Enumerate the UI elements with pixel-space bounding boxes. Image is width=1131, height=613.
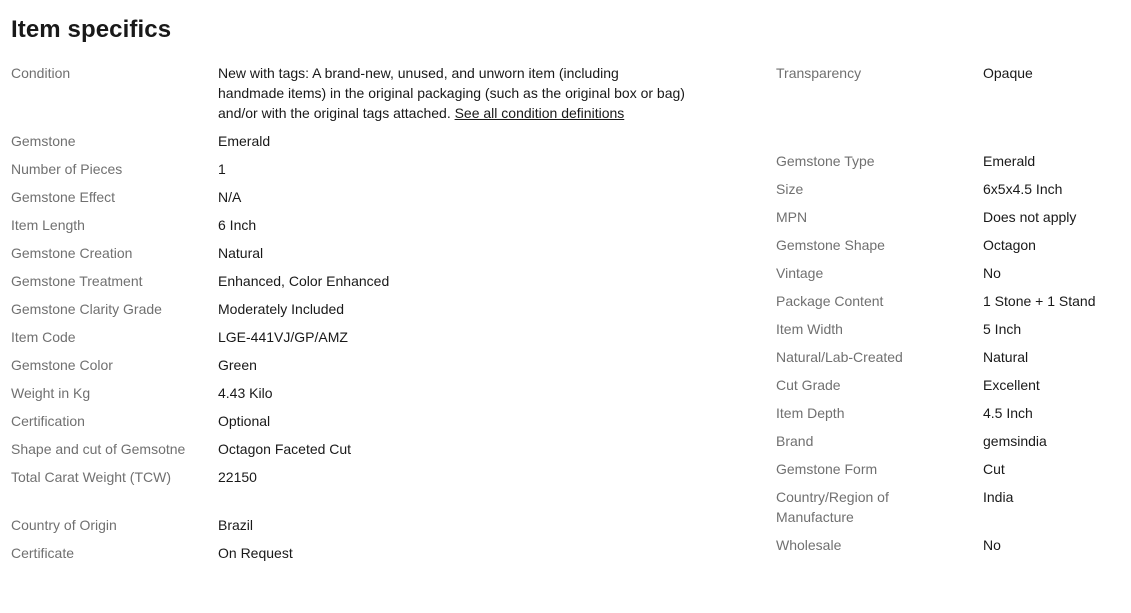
spec-label: Gemstone Form [776, 461, 878, 477]
spec-row-country-region-of-manufacture [776, 487, 1126, 527]
spec-label: Weight in Kg [11, 385, 91, 401]
spec-value: Enhanced, Color Enhanced [218, 273, 390, 289]
spec-value: 4.43 Kilo [218, 385, 273, 401]
spec-value: Optional [218, 413, 271, 429]
spec-label: Gemstone Creation [11, 245, 133, 261]
spec-row-gemstone [11, 131, 701, 151]
spec-value: No [983, 537, 1001, 553]
spec-label: Certification [11, 413, 85, 429]
spec-value: Brazil [218, 517, 254, 533]
spec-value: Octagon Faceted Cut [218, 441, 352, 457]
spec-label: MPN [776, 209, 808, 225]
spec-value: Natural [218, 245, 264, 261]
spec-label: Size [776, 181, 804, 197]
spec-label: Gemstone Clarity Grade [11, 301, 162, 317]
spec-row-gemstone-effect [11, 187, 701, 207]
spec-label: Natural/Lab-Created [776, 349, 903, 365]
spec-row-gemstone-color [11, 355, 701, 375]
spec-label: Certificate [11, 545, 75, 561]
spec-label: Shape and cut of Gemsotne [11, 441, 186, 457]
spec-row-transparency [776, 63, 1126, 83]
spec-value: Excellent [983, 377, 1040, 393]
spec-value: Octagon [983, 237, 1036, 253]
spec-row-weight-in-kg [11, 383, 701, 403]
spec-label: Package Content [776, 293, 884, 309]
spec-row-condition [11, 63, 701, 123]
spec-label: Gemstone [11, 133, 76, 149]
specifics-left-column [11, 63, 701, 571]
spec-value: No [983, 265, 1001, 281]
spec-row-total-carat-weight [11, 467, 701, 487]
spec-label: Item Length [11, 217, 85, 233]
spec-value: Opaque [983, 65, 1033, 81]
spec-row-brand [776, 431, 1126, 451]
spec-row-item-width [776, 319, 1126, 339]
condition-description: New with tags: A brand-new, unused, and unworn item (including handmade items) in the original packaging (such as the original box or bag) and/or with the original tags attached. [218, 65, 685, 121]
spec-row-certification [11, 411, 701, 431]
specifics-right-column [776, 63, 1126, 563]
spec-row-gemstone-form [776, 459, 1126, 479]
spec-row-certificate [11, 543, 701, 563]
spec-value: 4.5 Inch [983, 405, 1033, 421]
spec-value: On Request [218, 545, 293, 561]
spec-label: Condition [11, 65, 71, 81]
spec-value: Emerald [983, 153, 1036, 169]
section-title: Item specifics [11, 16, 172, 43]
spec-row-vintage [776, 263, 1126, 283]
spec-row-item-code [11, 327, 701, 347]
spec-row-gemstone-treatment [11, 271, 701, 291]
spec-label: Gemstone Shape [776, 237, 885, 253]
spec-row-gemstone-clarity-grade [11, 299, 701, 319]
spec-value: 6x5x4.5 Inch [983, 181, 1063, 197]
spec-value: gemsindia [983, 433, 1047, 449]
spec-value: 6 Inch [218, 217, 257, 233]
spec-value: 1 Stone + 1 Stand [983, 293, 1096, 309]
spec-value: 1 [218, 161, 226, 177]
spec-label: Item Width [776, 321, 843, 337]
spec-row-natural-lab-created [776, 347, 1126, 367]
spec-row-size [776, 179, 1126, 199]
spec-label: Gemstone Treatment [11, 273, 143, 289]
spec-row-gemstone-creation [11, 243, 701, 263]
spec-label: Country of Origin [11, 517, 117, 533]
see-condition-definitions-link[interactable]: See all condition definitions [454, 105, 625, 121]
spec-value: 5 Inch [983, 321, 1022, 337]
spec-row-cut-grade [776, 375, 1126, 395]
spec-label: Gemstone Type [776, 153, 875, 169]
spec-row-package-content [776, 291, 1126, 311]
spec-row-gemstone-type [776, 151, 1126, 171]
spec-value: LGE-441VJ/GP/AMZ [218, 329, 348, 345]
spec-row-mpn [776, 207, 1126, 227]
spec-row-number-of-pieces [11, 159, 701, 179]
spec-value [218, 63, 688, 123]
spec-value: Green [218, 357, 257, 373]
spec-value: 22150 [218, 469, 257, 485]
spec-row-shape-and-cut [11, 439, 701, 459]
spec-row-country-of-origin [11, 515, 701, 535]
spec-value: India [983, 489, 1014, 505]
spec-row-item-length [11, 215, 701, 235]
spec-value: Cut [983, 461, 1005, 477]
spec-label: Total Carat Weight (TCW) [11, 469, 171, 485]
spec-label: Item Depth [776, 405, 845, 421]
spec-row-wholesale [776, 535, 1126, 555]
spec-label: Vintage [776, 265, 824, 281]
spec-value: N/A [218, 189, 242, 205]
spec-label: Number of Pieces [11, 161, 123, 177]
spec-label: Gemstone Color [11, 357, 113, 373]
spec-label: Wholesale [776, 537, 842, 553]
spec-label: Cut Grade [776, 377, 841, 393]
spec-value: Natural [983, 349, 1029, 365]
spec-value: Emerald [218, 133, 271, 149]
spec-label: Item Code [11, 329, 76, 345]
spec-value: Moderately Included [218, 301, 345, 317]
spec-row-gemstone-shape [776, 235, 1126, 255]
spec-label: Gemstone Effect [11, 189, 116, 205]
spec-row-item-depth [776, 403, 1126, 423]
spec-label: Transparency [776, 65, 862, 81]
spec-label: Brand [776, 433, 814, 449]
spec-value: Does not apply [983, 209, 1077, 225]
spec-label: Country/Region of Manufacture [776, 489, 889, 525]
